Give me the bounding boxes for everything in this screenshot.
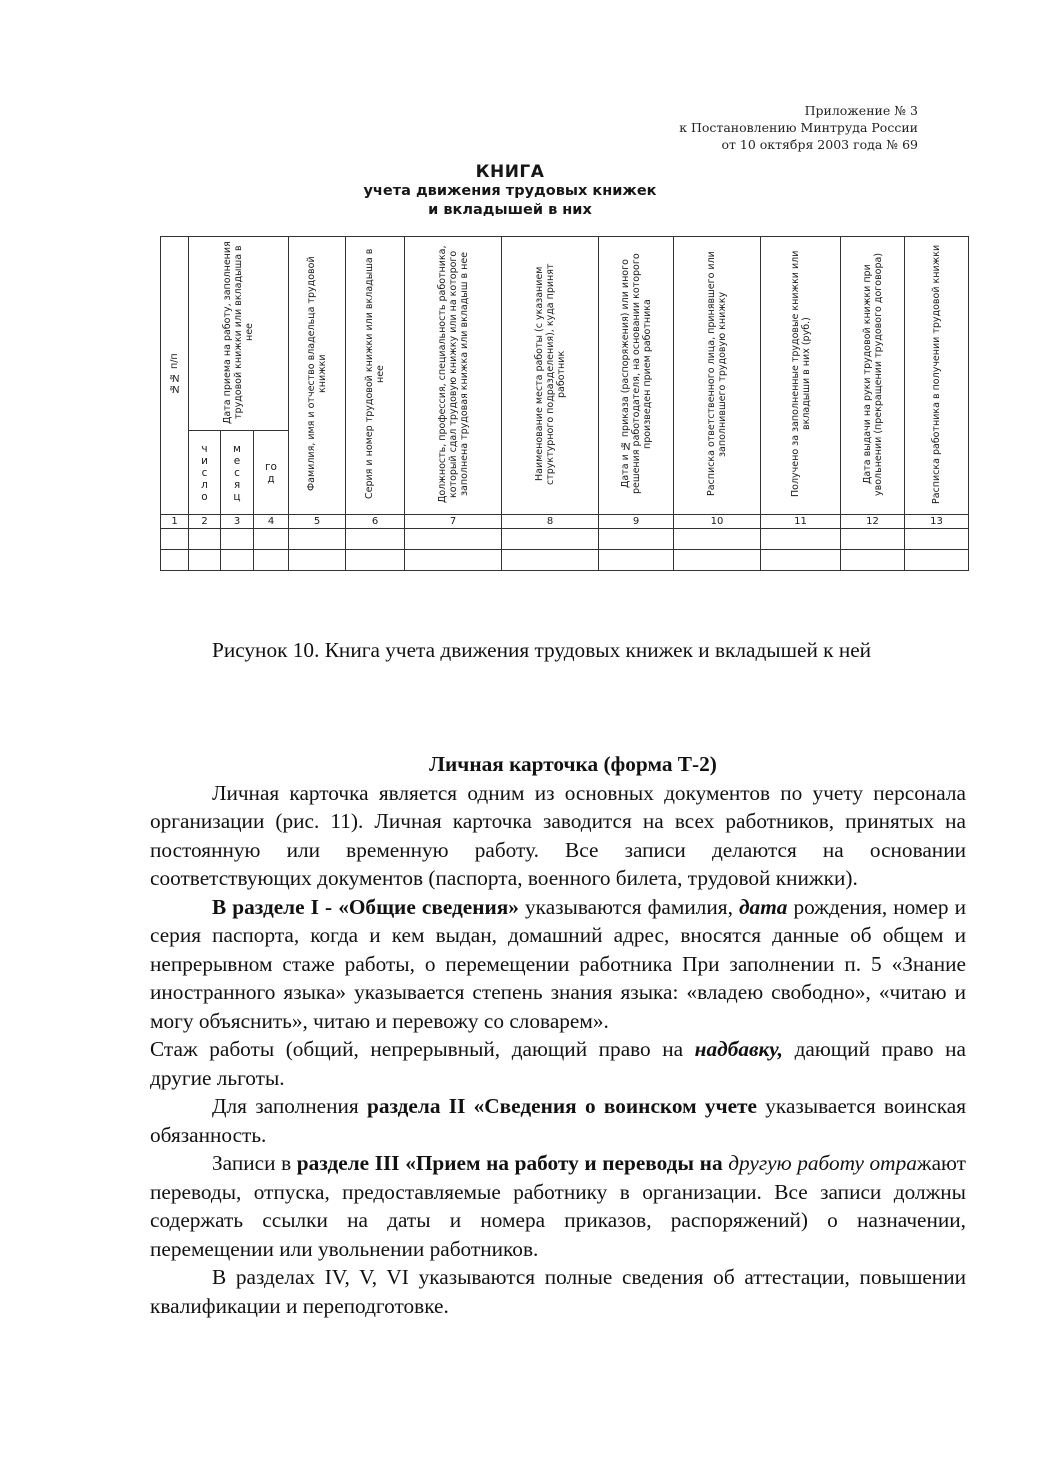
book-title-line-3: и вкладышей в них bbox=[428, 202, 592, 218]
column-number: 9 bbox=[599, 515, 674, 529]
column-number: 4 bbox=[254, 515, 289, 529]
paragraph-3 bbox=[150, 1035, 966, 1092]
p5-text-b: жают переводы, отпуска, предоставляемые работнику в организации. Все записи должны содержать ссылки на даты и номера приказов, распоряжений) о назначении, перемещении или увольнении работников. bbox=[150, 1151, 966, 1261]
header-col-10: Расписка ответственного лица, принявшего или заполнившего трудовую книжку bbox=[674, 237, 761, 515]
p5-bold: разделе III «Прием на работу и переводы на bbox=[296, 1151, 723, 1175]
p2-text-a: указываются фамилия, bbox=[518, 894, 739, 919]
column-number: 11 bbox=[761, 515, 841, 529]
column-number: 13 bbox=[905, 515, 969, 529]
p2-bold-italic: дата bbox=[738, 894, 788, 919]
p4-text-b: указывается воинская обязанность. bbox=[150, 1094, 966, 1147]
p3-bold-italic: надбавку, bbox=[694, 1037, 784, 1061]
p4-bold: раздела II «Сведения о воинском учете bbox=[366, 1094, 757, 1118]
header-col-5: Фамилия, имя и отчество владельца трудовой книжки bbox=[289, 237, 346, 515]
column-number: 12 bbox=[841, 515, 905, 529]
section-body bbox=[150, 750, 966, 1320]
paragraph-1: Личная карточка является одним из основных документов по учету персонала организации (рис. 11). Личная карточка заводится на всех работников, принятых на постоянную или временную работу. Все записи делаются на основании соответствующих документов (паспорта, военного билета, трудовой книжки). bbox=[150, 780, 966, 890]
header-col-4: год bbox=[254, 431, 289, 515]
column-number: 7 bbox=[405, 515, 502, 529]
paragraph-2 bbox=[150, 893, 966, 1036]
column-number: 3 bbox=[221, 515, 254, 529]
paragraph-5 bbox=[150, 1149, 966, 1263]
header-col-7: Должность, профессия, специальность работника, который сдал трудовую книжку или на которого заполнена трудовая книжка или вкладыш в нее bbox=[405, 237, 502, 515]
scanned-form-figure bbox=[150, 100, 970, 590]
header-col-8: Наименование места работы (с указанием структурного подразделения), куда принят работник bbox=[502, 237, 599, 515]
table-row-empty-2 bbox=[161, 550, 969, 571]
header-col-1: №№ п/п bbox=[161, 237, 189, 515]
header-col-13: Расписка работника в получении трудовой книжки bbox=[905, 237, 969, 515]
annex-line-1: Приложение № 3 bbox=[804, 103, 918, 118]
p2-text-b: рождения, номер и серия паспорта, когда и кем выдан, домашний адрес, вносятся данные об общем и непрерывном стаже работы, о перемещении работника При заполнении п. 5 «Знание иностранного языка» указывается степень знания языка: «владею свободно», «читаю и могу объяснить», читаю и перевожу со словарем». bbox=[150, 894, 966, 1033]
column-number: 10 bbox=[674, 515, 761, 529]
column-number: 5 bbox=[289, 515, 346, 529]
book-title bbox=[150, 162, 870, 220]
annex-note bbox=[598, 102, 918, 153]
register-table bbox=[160, 236, 969, 571]
p4-text-a: Для заполнения bbox=[212, 1094, 367, 1118]
paragraph-6: В разделах IV, V, VI указываются полные сведения об аттестации, повышении квалификации и переподготовке. bbox=[150, 1265, 966, 1318]
header-col-9: Дата и № приказа (распоряжения) или иного решения работодателя, на основании которого произведен прием работника bbox=[599, 237, 674, 515]
header-col-6: Серия и номер трудовой книжки или вкладыша в нее bbox=[346, 237, 405, 515]
header-col-2: число bbox=[189, 431, 221, 515]
column-number-row bbox=[161, 515, 969, 529]
p3-text-a: Стаж работы (общий, непрерывный, дающий право на bbox=[150, 1037, 695, 1061]
column-number: 2 bbox=[189, 515, 221, 529]
column-number: 1 bbox=[161, 515, 189, 529]
header-col-11: Получено за заполненные трудовые книжки или вкладыши в них (руб.) bbox=[761, 237, 841, 515]
section-heading: Личная карточка (форма Т-2) bbox=[429, 752, 717, 776]
annex-line-3: от 10 октября 2003 года № 69 bbox=[721, 137, 918, 152]
p3-text-b: дающий право на другие льготы. bbox=[150, 1037, 966, 1090]
p5-text-a: Записи в bbox=[212, 1151, 297, 1175]
header-col-3: месяц bbox=[221, 431, 254, 515]
book-title-line-1: КНИГА bbox=[475, 162, 545, 182]
book-title-line-2: учета движения трудовых книжек bbox=[363, 183, 657, 199]
table-row-empty-1 bbox=[161, 529, 969, 550]
column-number: 8 bbox=[502, 515, 599, 529]
column-number: 6 bbox=[346, 515, 405, 529]
p2-bold: В разделе I - «Общие сведения» bbox=[212, 894, 519, 919]
p5-italic: другую работу отра bbox=[722, 1151, 917, 1175]
header-col-2-4-group: Дата приема на работу, заполнения трудовой книжки или вкладыша в нее bbox=[189, 237, 289, 431]
figure-caption: Рисунок 10. Книга учета движения трудовых книжек и вкладышей к ней bbox=[212, 638, 872, 662]
header-row bbox=[161, 237, 969, 431]
header-col-12: Дата выдачи на руки трудовой книжки при увольнении (прекращении трудового договора) bbox=[841, 237, 905, 515]
annex-line-2: к Постановлению Минтруда России bbox=[679, 120, 918, 135]
paragraph-4 bbox=[150, 1092, 966, 1149]
